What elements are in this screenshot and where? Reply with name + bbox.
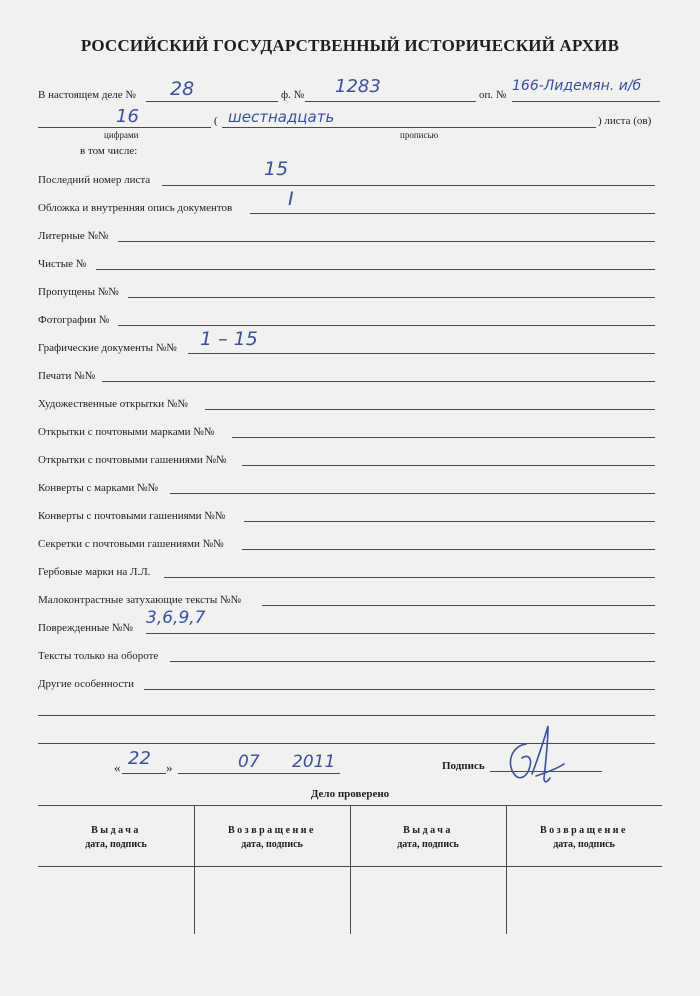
opis-line <box>512 101 660 102</box>
col-title: Выдача <box>403 825 453 836</box>
field-label: Конверты с почтовыми гашениями №№ <box>38 510 226 522</box>
field-label: Другие особенности <box>38 678 135 690</box>
close-paren-sheets: ) листа (ов) <box>598 115 652 127</box>
field-line <box>262 605 655 606</box>
field-line <box>96 269 655 270</box>
date-open-quote: « <box>114 760 121 775</box>
date-close-quote: » <box>166 760 173 775</box>
field-label: Открытки с почтовыми гашениями №№ <box>38 454 227 466</box>
col-subtitle: дата, подпись <box>553 839 615 850</box>
table-col-return <box>506 824 662 852</box>
field-value: 15 <box>264 158 289 180</box>
delo-label: В настоящем деле № <box>38 89 136 101</box>
date-day: 22 <box>128 748 151 769</box>
field-label: Чистые № <box>38 258 87 270</box>
field-line <box>144 689 655 690</box>
table-col-issue <box>350 824 506 852</box>
field-label: Открытки с почтовыми марками №№ <box>38 426 215 438</box>
field-value: 1 – 15 <box>200 328 258 350</box>
field-label: Тексты только на обороте <box>38 650 159 662</box>
signature-handwritten <box>492 718 582 794</box>
delo-line <box>146 101 278 102</box>
opis-label: оп. № <box>479 89 507 101</box>
col-title: Выдача <box>91 825 141 836</box>
field-label: Конверты с марками №№ <box>38 482 159 494</box>
col-subtitle: дата, подпись <box>85 839 147 850</box>
fond-line <box>305 101 476 102</box>
field-value: I <box>288 188 294 210</box>
field-label: Малоконтрастные затухающие тексты №№ <box>38 594 241 606</box>
words-caption: прописью <box>400 130 439 140</box>
checked-title: Дело проверено <box>310 788 390 800</box>
field-line <box>232 437 655 438</box>
fond-label: ф. № <box>281 89 305 101</box>
field-line <box>164 577 655 578</box>
field-label: Поврежденные №№ <box>38 622 133 634</box>
field-line <box>205 409 655 410</box>
count-words-line <box>222 127 596 128</box>
field-line <box>102 381 655 382</box>
field-line <box>170 661 655 662</box>
field-label: Печати №№ <box>38 370 96 382</box>
field-line <box>118 325 655 326</box>
field-label: Фотографии № <box>38 314 110 326</box>
fond-value: 1283 <box>335 76 381 97</box>
field-line <box>146 633 655 634</box>
field-label: Обложка и внутренняя опись документов <box>38 202 233 214</box>
field-line <box>162 185 655 186</box>
field-line <box>170 493 655 494</box>
date-day-line <box>122 773 166 774</box>
page-title: РОССИЙСКИЙ ГОСУДАРСТВЕННЫЙ ИСТОРИЧЕСКИЙ АРХИВ <box>80 36 620 55</box>
including-label: в том числе: <box>80 145 138 157</box>
field-label: Художественные открытки №№ <box>38 398 188 410</box>
table-col-return <box>194 824 350 852</box>
field-label: Пропущены №№ <box>38 286 119 298</box>
blank-line <box>38 715 655 716</box>
digits-caption: цифрами <box>104 130 139 140</box>
field-label: Последний номер листа <box>38 174 151 186</box>
col-title: Возвращение <box>228 825 316 836</box>
date-month: 07 <box>238 752 260 772</box>
field-label: Секретки с почтовыми гашениями №№ <box>38 538 224 550</box>
field-label: Гербовые марки на Л.Л. <box>38 566 151 578</box>
field-line <box>244 521 655 522</box>
count-words-value: шестнадцать <box>228 108 335 126</box>
date-year: 2011 <box>292 752 336 772</box>
field-line <box>128 297 655 298</box>
field-line <box>242 465 655 466</box>
open-paren: ( <box>214 115 218 127</box>
field-line <box>250 213 655 214</box>
field-label: Графические документы №№ <box>38 342 177 354</box>
delo-value: 28 <box>170 78 195 100</box>
col-subtitle: дата, подпись <box>397 839 459 850</box>
field-value: 3,6,9,7 <box>146 608 206 628</box>
field-line <box>242 549 655 550</box>
opis-value: 166-Лидемян. и/б <box>512 78 642 94</box>
signature-label: Подпись <box>442 760 485 772</box>
field-line <box>188 353 655 354</box>
field-label: Литерные №№ <box>38 230 109 242</box>
date-month-year-line <box>178 773 340 774</box>
table-col-issue <box>38 824 194 852</box>
count-digits-line <box>38 127 211 128</box>
col-subtitle: дата, подпись <box>241 839 303 850</box>
count-digits-value: 16 <box>116 106 139 127</box>
field-line <box>118 241 655 242</box>
col-title: Возвращение <box>540 825 628 836</box>
